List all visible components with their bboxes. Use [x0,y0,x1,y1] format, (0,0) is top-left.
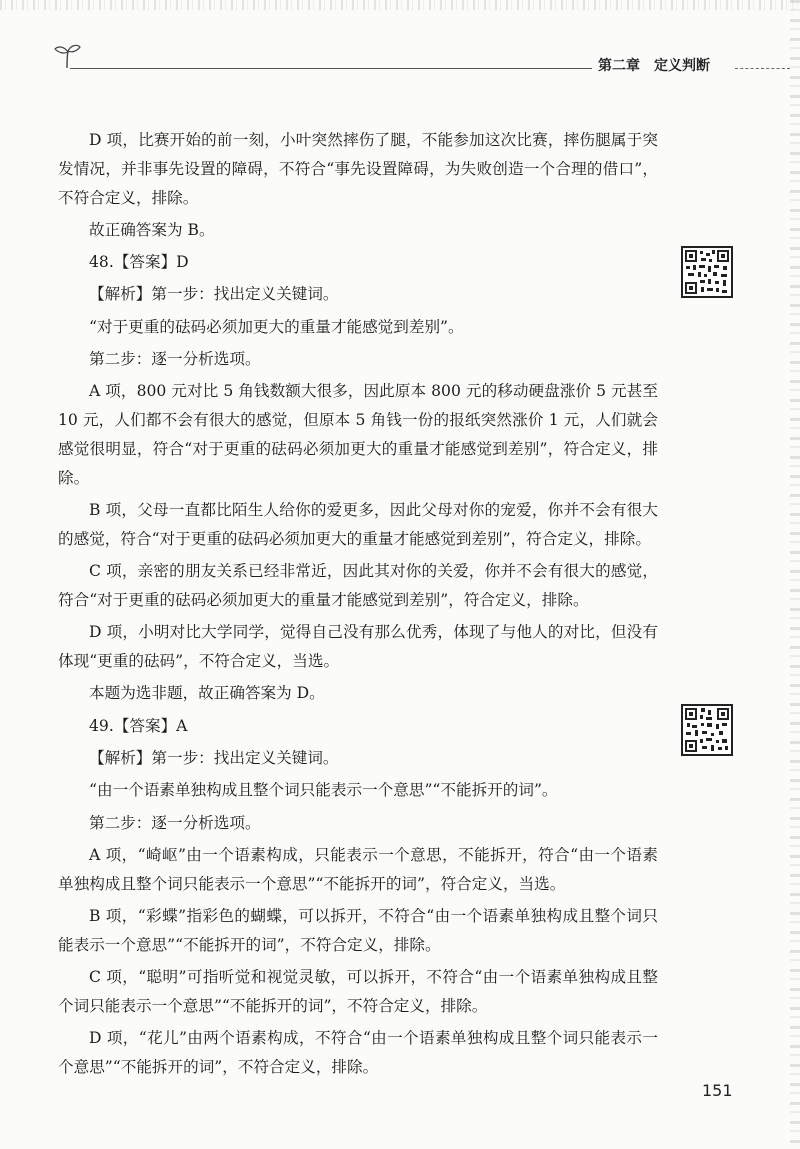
qr-code-49[interactable] [681,704,733,756]
page-body [58,126,658,1085]
paragraph: D 项，比赛开始的前一刻，小叶突然摔伤了腿，不能参加这次比赛，摔伤腿属于突发情况，并非事先设置的障碍，不符合“事先设置障碍，为失败创造一个合理的借口”，不符合定义，排除。 [58,131,658,207]
scan-edge-right [790,0,800,1149]
paragraph: 第二步：逐一分析选项。 [89,350,261,369]
paragraph: 【解析】第一步：找出定义关键词。 [89,285,339,304]
answer-heading-49: 49.【答案】A [89,716,188,735]
chapter-title: 定义判断 [654,58,710,74]
paragraph: B 项，“彩蝶”指彩色的蝴蝶，可以拆开，不符合“由一个语素单独构成且整个词只能表示一个意思”“不能拆开的词”，不符合定义，排除。 [58,906,658,954]
paragraph: “由一个语素单独构成且整个词只能表示一个意思”“不能拆开的词”。 [89,781,558,800]
paragraph: B 项，父母一直都比陌生人给你的爱更多，因此父母对你的宠爱，你并不会有很大的感觉，符合“对于更重的砝码必须加更大的重量才能感觉到差别”，符合定义，排除。 [58,501,658,548]
qr-code-icon [683,248,731,296]
paragraph: 本题为选非题，故正确答案为 D。 [89,684,325,703]
page-header [0,0,800,90]
paragraph: A 项，“崎岖”由一个语素构成，只能表示一个意思，不能拆开，符合“由一个语素单独构成且整个词只能表示一个意思”“不能拆开的词”，符合定义，当选。 [58,845,658,893]
paragraph: A 项，800 元对比 5 角钱数额大很多，因此原本 800 元的移动硬盘涨价 5 元甚至 10 元，人们都不会有很大的感觉，但原本 5 角钱一份的报纸突然涨价 1 元，人们就会感觉很明显，符合“对于更重的砝码必须加更大的重量才能感觉到差别”，符合定义，排除。 [58,382,658,487]
answer-heading-48: 48.【答案】D [89,253,189,272]
paragraph: 【解析】第一步：找出定义关键词。 [89,748,339,767]
paragraph: D 项，“花儿”由两个语素构成，不符合“由一个语素单独构成且整个词只能表示一个意思”“不能拆开的词”，不符合定义，排除。 [58,1029,658,1076]
paragraph: C 项，“聪明”可指听觉和视觉灵敏，可以拆开，不符合“由一个语素单独构成且整个词只能表示一个意思”“不能拆开的词”，不符合定义，排除。 [58,968,658,1015]
chapter-number: 第二章 [598,58,640,74]
paragraph: 故正确答案为 B。 [89,220,215,239]
chapter-heading [598,55,710,75]
paragraph: “对于更重的砝码必须加更大的重量才能感觉到差别”。 [89,317,464,336]
page-number: 151 [702,1081,733,1100]
qr-code-48[interactable] [681,246,733,298]
header-rule [70,68,592,69]
paragraph: D 项，小明对比大学同学，觉得自己没有那么优秀，体现了与他人的对比，但没有体现“更重的砝码”，不符合定义，当选。 [58,623,658,671]
paragraph: C 项，亲密的朋友关系已经非常近，因此其对你的关爱，你并不会有很大的感觉，符合“对于更重的砝码必须加更大的重量才能感觉到差别”，符合定义，排除。 [58,562,658,609]
paragraph: 第二步：逐一分析选项。 [89,813,261,832]
header-rule-tail [735,68,790,69]
sprout-icon [52,42,82,70]
qr-code-icon [683,706,731,754]
